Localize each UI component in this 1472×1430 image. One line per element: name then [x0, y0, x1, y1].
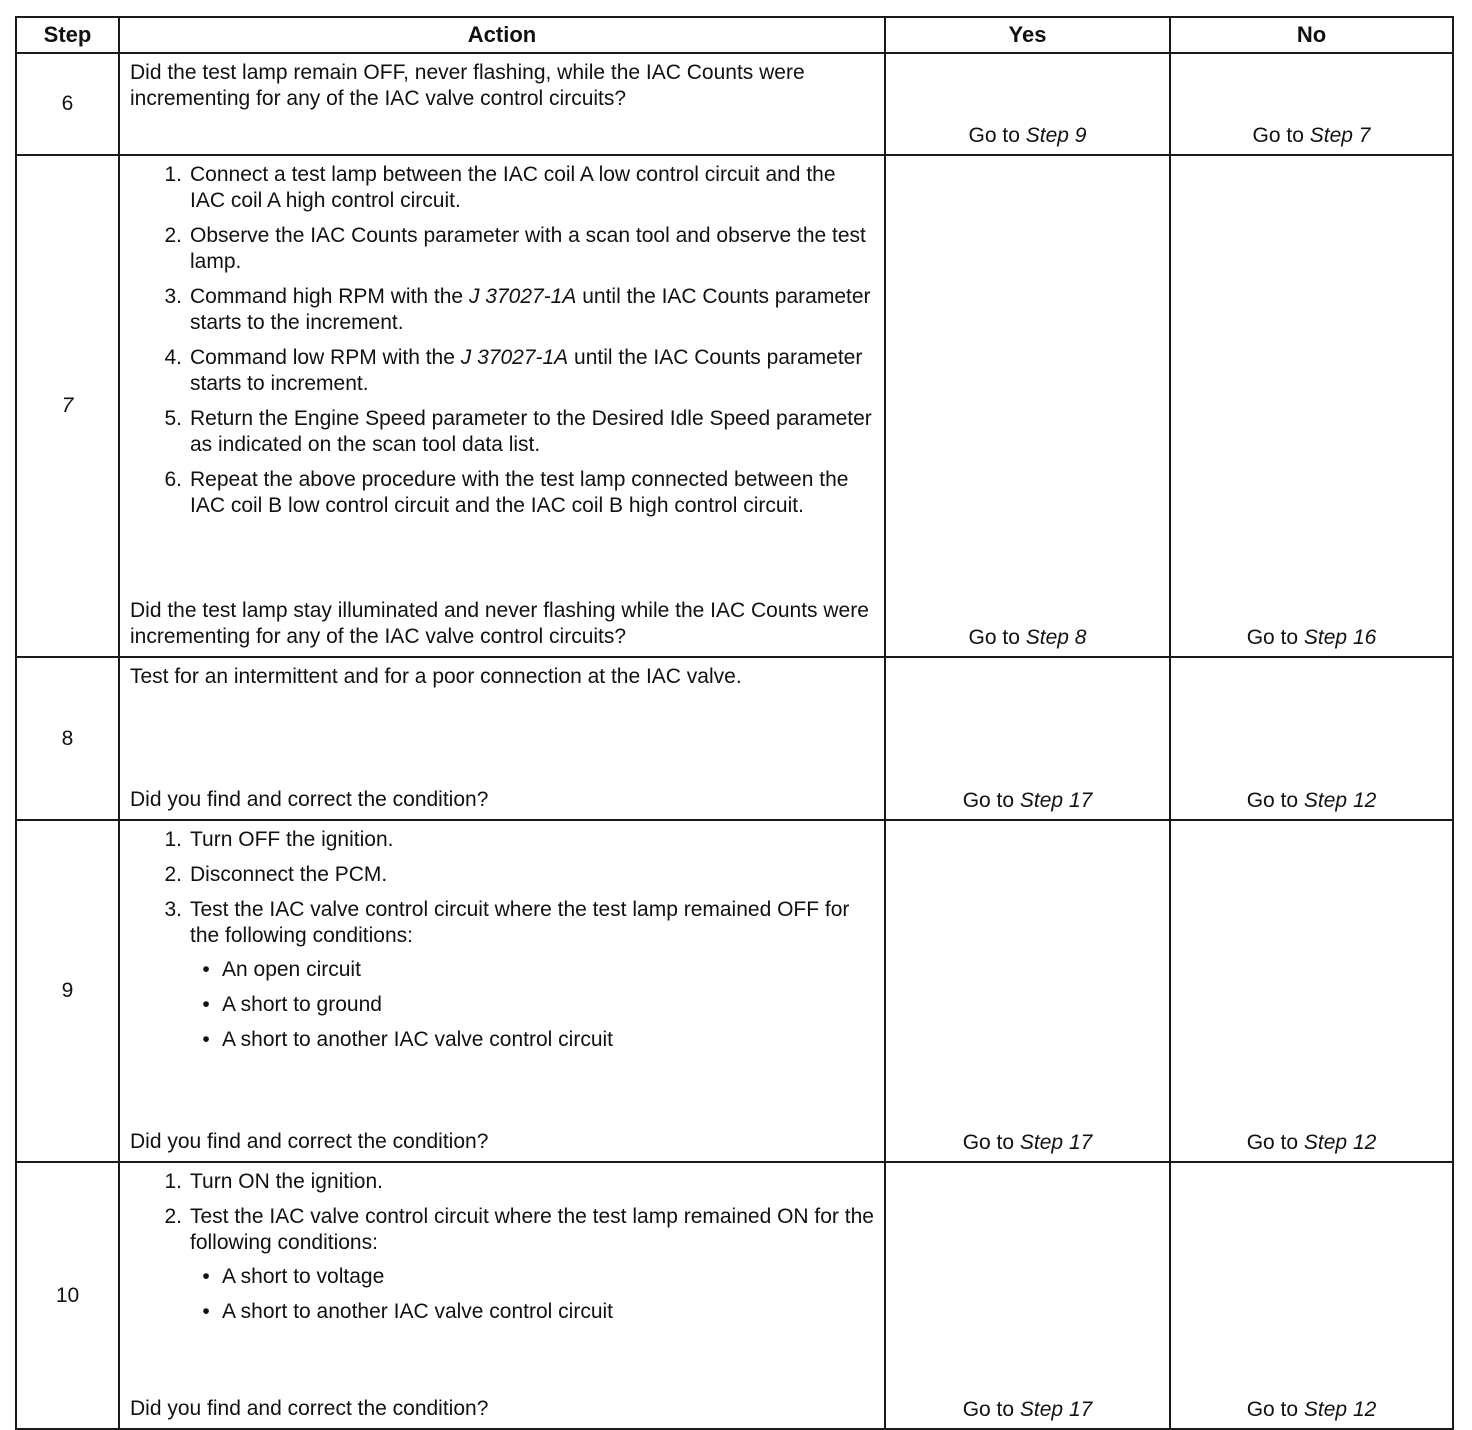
table-row	[16, 820, 1453, 1162]
procedure-list	[130, 162, 874, 528]
step-link[interactable]: Step 12	[1303, 1398, 1377, 1421]
yes-cell	[885, 1162, 1170, 1429]
table-row	[16, 155, 1453, 657]
step-number: 6	[16, 53, 119, 155]
header-action: Action	[119, 17, 885, 53]
procedure-item: 2. Observe the IAC Counts parameter with a scan tool and observe the test lamp.	[164, 224, 866, 273]
no-cell	[1170, 820, 1453, 1162]
goto-label: Go to	[1246, 626, 1299, 649]
goto-label: Go to	[1246, 789, 1299, 812]
goto-label: Go to	[968, 626, 1020, 649]
yes-cell	[885, 820, 1170, 1162]
condition-list	[190, 1264, 874, 1325]
procedure-item: 3. Command high RPM with the J 37027-1A until the IAC Counts parameter starts to the increment.	[164, 285, 871, 334]
table-row	[16, 657, 1453, 820]
header-row	[16, 17, 1453, 53]
step-link[interactable]: Step 12	[1303, 789, 1377, 812]
bullet-icon: •	[202, 1028, 210, 1051]
goto-label: Go to	[1252, 124, 1304, 147]
tool-ref: J 37027-1A	[460, 346, 569, 369]
header-no: No	[1170, 17, 1453, 53]
tool-ref: J 37027-1A	[468, 285, 577, 308]
bullet-icon: •	[202, 1265, 210, 1288]
no-cell	[1170, 1162, 1453, 1429]
action-cell	[119, 820, 885, 1162]
step-number: 10	[16, 1162, 119, 1429]
procedure-item: 2. Disconnect the PCM.	[164, 863, 388, 886]
procedure-list	[130, 827, 874, 1062]
step-link[interactable]: Step 16	[1303, 626, 1377, 649]
bullet-icon: •	[202, 993, 210, 1016]
goto-label: Go to	[962, 1398, 1015, 1421]
yes-cell	[885, 53, 1170, 155]
bullet-icon: •	[202, 958, 210, 981]
bullet-item: • A short to ground	[190, 992, 874, 1018]
diagnostic-table	[15, 16, 1454, 1430]
action-cell	[119, 53, 885, 155]
bullet-item: • A short to voltage	[190, 1264, 874, 1290]
header-step: Step	[16, 17, 119, 53]
question-text: Did the test lamp remain OFF, never flashing, while the IAC Counts were incrementing for any of the IAC valve control circuits?	[130, 61, 805, 110]
step-number: 8	[16, 657, 119, 820]
procedure-item: 1. Turn ON the ignition.	[164, 1170, 383, 1193]
step-number: 7	[16, 155, 119, 657]
no-cell	[1170, 657, 1453, 820]
bullet-icon: •	[202, 1300, 210, 1323]
goto-label: Go to	[1246, 1398, 1299, 1421]
question-text: Did you find and correct the condition?	[130, 1130, 489, 1153]
table-row	[16, 1162, 1453, 1429]
goto-label: Go to	[1246, 1131, 1299, 1154]
procedure-item: 1. Connect a test lamp between the IAC coil A low control circuit and the IAC coil A high control circuit.	[164, 163, 836, 212]
step-link[interactable]: Step 8	[1025, 626, 1087, 649]
goto-label: Go to	[962, 789, 1015, 812]
procedure-list	[130, 1169, 874, 1334]
question-text: Did you find and correct the condition?	[130, 1397, 489, 1420]
bullet-item: • A short to another IAC valve control circuit	[190, 1027, 874, 1053]
step-link[interactable]: Step 12	[1303, 1131, 1377, 1154]
procedure-item: 2. Test the IAC valve control circuit where the test lamp remained ON for the following conditions: • A short to voltage • A short to another IAC valve control circuit	[164, 1205, 874, 1323]
goto-label: Go to	[968, 124, 1020, 147]
goto-label: Go to	[962, 1131, 1015, 1154]
question-text: Did the test lamp stay illuminated and never flashing while the IAC Counts were incrementing for any of the IAC valve control circuits?	[130, 599, 869, 648]
step-link[interactable]: Step 7	[1309, 124, 1371, 147]
no-cell	[1170, 155, 1453, 657]
instruction-text: Test for an intermittent and for a poor connection at the IAC valve.	[130, 665, 742, 688]
condition-list	[190, 957, 874, 1053]
yes-cell	[885, 155, 1170, 657]
procedure-item: 5. Return the Engine Speed parameter to the Desired Idle Speed parameter as indicated on the scan tool data list.	[164, 407, 872, 456]
step-link[interactable]: Step 17	[1019, 1131, 1093, 1154]
yes-cell	[885, 657, 1170, 820]
step-number: 9	[16, 820, 119, 1162]
action-cell	[119, 657, 885, 820]
action-cell	[119, 155, 885, 657]
procedure-item: 1. Turn OFF the ignition.	[164, 828, 394, 851]
procedure-item: 3. Test the IAC valve control circuit where the test lamp remained OFF for the following conditions: • An open circuit • A short to ground • A short to another IAC valve control circuit	[130, 897, 874, 1062]
bullet-item: • A short to another IAC valve control circuit	[190, 1299, 874, 1325]
table-row	[16, 53, 1453, 155]
no-cell	[1170, 53, 1453, 155]
step-link[interactable]: Step 17	[1019, 1398, 1093, 1421]
question-text: Did you find and correct the condition?	[130, 788, 489, 811]
header-yes: Yes	[885, 17, 1170, 53]
action-cell	[119, 1162, 885, 1429]
step-link[interactable]: Step 17	[1019, 789, 1093, 812]
bullet-item: • An open circuit	[190, 957, 874, 983]
procedure-item: 4. Command low RPM with the J 37027-1A until the IAC Counts parameter starts to increment.	[164, 346, 863, 395]
step-link[interactable]: Step 9	[1025, 124, 1087, 147]
procedure-item: 6. Repeat the above procedure with the test lamp connected between the IAC coil B low control circuit and the IAC coil B high control circuit.	[164, 468, 849, 517]
